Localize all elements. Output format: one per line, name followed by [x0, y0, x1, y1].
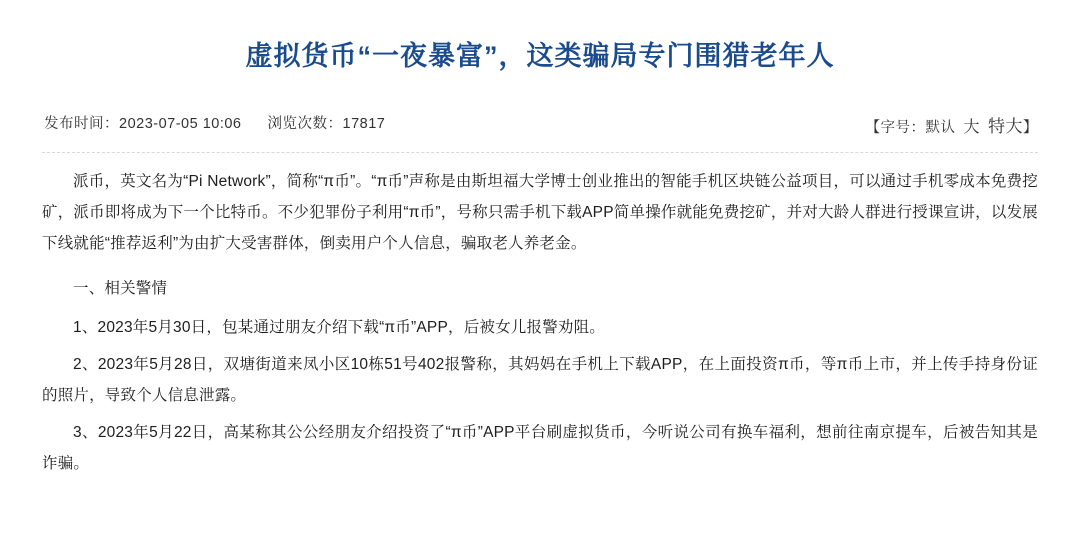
- font-size-xlarge-option[interactable]: 特大: [988, 116, 1023, 136]
- article-body: [42, 166, 1038, 485]
- article-section-heading: 一、相关警情: [73, 280, 168, 297]
- view-count: 浏览次数：17817: [267, 115, 386, 132]
- article-paragraph-intro: 派币，英文名为“Pi Network”，简称“π币”。“π币”声称是由斯坦福大学博士创业推出的智能手机区块链公益项目，可以通过手机零成本免费挖矿，派币即将成为下一个比特币。不少犯罪份子利用“π币”，号称只需手机下载APP简单操作就能免费挖矿，并对大龄人群进行授课宣讲，以发展下线就能“推荐返利”为由扩大受害群体，倒卖用户个人信息，骗取老人养老金。: [42, 173, 1038, 252]
- article-case-item-3: 3、2023年5月22日，高某称其公公经朋友介绍投资了“π币”APP平台刷虚拟货币，今听说公司有换车福利，想前往南京提车，后被告知其是诈骗。: [42, 424, 1038, 472]
- font-size-options: [925, 116, 1023, 136]
- article-case-item-2: 2、2023年5月28日，双塘街道来凤小区10栋51号402报警称，其妈妈在手机上下载APP，在上面投资π币，等π币上市，并上传手持身份证的照片，导致个人信息泄露。: [42, 356, 1038, 404]
- article-container: [42, 0, 1038, 152]
- font-size-prefix: 【字号：: [865, 119, 926, 136]
- article-meta-bar: [42, 112, 1038, 152]
- header-divider: [42, 152, 1038, 153]
- article-case-item-1: 1、2023年5月30日，包某通过朋友介绍下载“π币”APP，后被女儿报警劝阻。: [73, 319, 605, 336]
- meta-left-group: [44, 112, 385, 133]
- publish-time: 发布时间：2023-07-05 10:06: [44, 115, 242, 132]
- font-size-suffix: 】: [1023, 119, 1038, 136]
- font-size-control: [865, 112, 1038, 137]
- font-size-default-option[interactable]: 默认: [925, 119, 956, 136]
- font-size-large-option[interactable]: 大: [963, 118, 980, 136]
- page-title: 虚拟货币“一夜暴富”，这类骗局专门围猎老年人: [245, 41, 835, 71]
